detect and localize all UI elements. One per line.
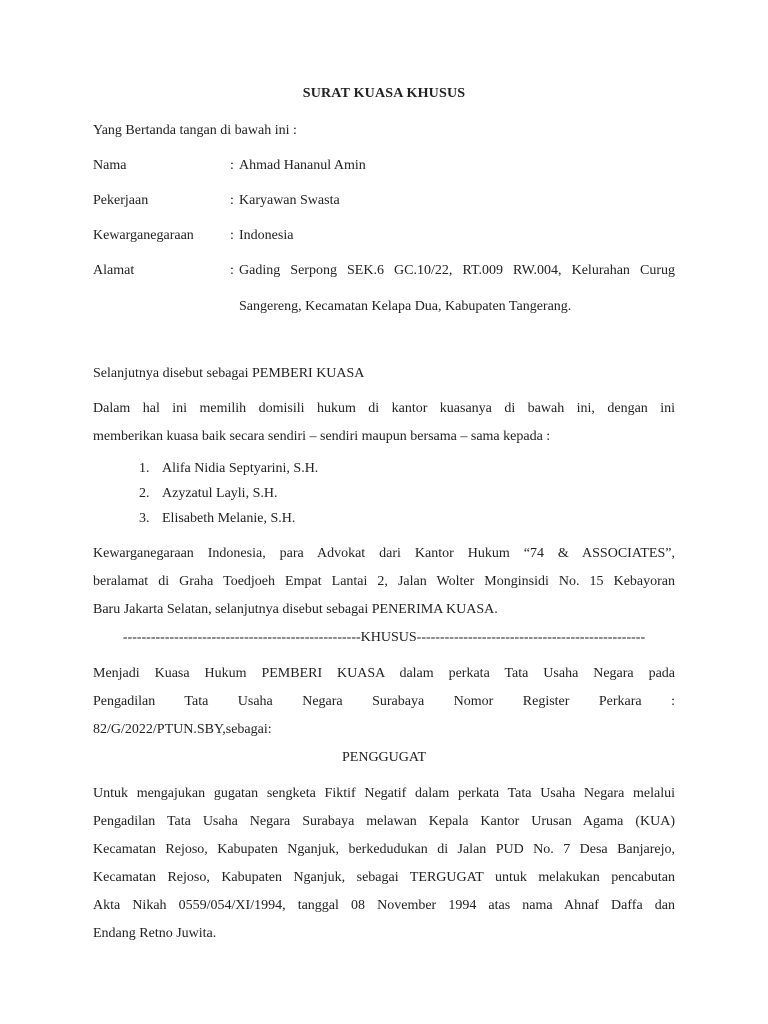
list-name: Azyzatul Layli, S.H. — [162, 486, 278, 501]
intro-text: Yang Bertanda tangan di bawah ini : — [93, 123, 297, 138]
field-value: Indonesia — [239, 228, 294, 243]
field-label: Nama — [93, 158, 127, 173]
field-label: Alamat — [93, 263, 135, 278]
menjadi-paragraph — [93, 660, 675, 744]
field-alamat — [93, 261, 675, 281]
field-label: Kewarganegaraan — [93, 228, 194, 243]
paragraph-line: Pengadilan Tata Usaha Negara Surabaya melawan Kepala Kantor Urusan Agama (KUA) — [93, 814, 675, 829]
field-kewarganegaraan — [93, 226, 675, 246]
field-value: Ahmad Hananul Amin — [239, 158, 366, 173]
field-colon: : — [230, 228, 234, 243]
paragraph-line: Akta Nikah 0559/054/XI/1994, tanggal 08 November 1994 atas nama Ahnaf Daffa dan — [93, 898, 675, 913]
pemberi-kuasa-text: Selanjutnya disebut sebagai PEMBERI KUASA — [93, 366, 365, 381]
paragraph-line: 82/G/2022/PTUN.SBY,sebagai: — [93, 722, 272, 737]
field-value: Gading Serpong SEK.6 GC.10/22, RT.009 RW.004, Kelurahan Curug — [239, 263, 675, 278]
field-pekerjaan — [93, 191, 675, 211]
domisili-paragraph — [93, 395, 675, 451]
gugatan-paragraph — [93, 780, 675, 948]
list-item — [139, 459, 318, 479]
list-number: 2. — [139, 486, 150, 501]
list-number: 1. — [139, 461, 150, 476]
field-colon: : — [230, 263, 234, 278]
field-label: Pekerjaan — [93, 193, 149, 208]
field-colon: : — [230, 193, 234, 208]
field-nama — [93, 156, 675, 176]
field-value-continued: Sangereng, Kecamatan Kelapa Dua, Kabupaten Tangerang. — [239, 299, 572, 314]
list-item — [139, 509, 295, 529]
paragraph-line: Menjadi Kuasa Hukum PEMBERI KUASA dalam perkata Tata Usaha Negara pada — [93, 666, 675, 681]
field-colon: : — [230, 158, 234, 173]
paragraph-line: Kecamatan Rejoso, Kabupaten Nganjuk, berkedudukan di Jalan PUD No. 7 Desa Banjarejo, — [93, 842, 675, 857]
document-title: SURAT KUASA KHUSUS — [302, 86, 466, 101]
list-name: Alifa Nidia Septyarini, S.H. — [162, 461, 319, 476]
paragraph-line: Kewarganegaraan Indonesia, para Advokat dari Kantor Hukum “74 & ASSOCIATES”, — [93, 546, 675, 561]
paragraph-line: Untuk mengajukan gugatan sengketa Fiktif Negatif dalam perkata Tata Usaha Negara melalui — [93, 786, 675, 801]
paragraph-line: Pengadilan Tata Usaha Negara Surabaya Nomor Register Perkara : — [93, 694, 675, 709]
list-number: 3. — [139, 511, 150, 526]
paragraph-line: Dalam hal ini memilih domisili hukum di kantor kuasanya di bawah ini, dengan ini — [93, 401, 675, 416]
paragraph-line: Kecamatan Rejoso, Kabupaten Nganjuk, sebagai TERGUGAT untuk melakukan pencabutan — [93, 870, 675, 885]
list-item — [139, 484, 277, 504]
paragraph-line: Endang Retno Juwita. — [93, 926, 217, 941]
field-value: Karyawan Swasta — [239, 193, 340, 208]
penggugat-heading: PENGGUGAT — [342, 750, 426, 765]
list-name: Elisabeth Melanie, S.H. — [162, 511, 296, 526]
paragraph-line: Baru Jakarta Selatan, selanjutnya disebut sebagai PENERIMA KUASA. — [93, 602, 498, 617]
paragraph-line: memberikan kuasa baik secara sendiri – sendiri maupun bersama – sama kepada : — [93, 429, 551, 444]
advokat-paragraph — [93, 540, 675, 624]
paragraph-line: beralamat di Graha Toedjoeh Empat Lantai 2, Jalan Wolter Monginsidi No. 15 Kebayoran — [93, 574, 675, 589]
khusus-separator: ---------------------------------------------------KHUSUS------------------------------------------------- — [122, 630, 646, 645]
